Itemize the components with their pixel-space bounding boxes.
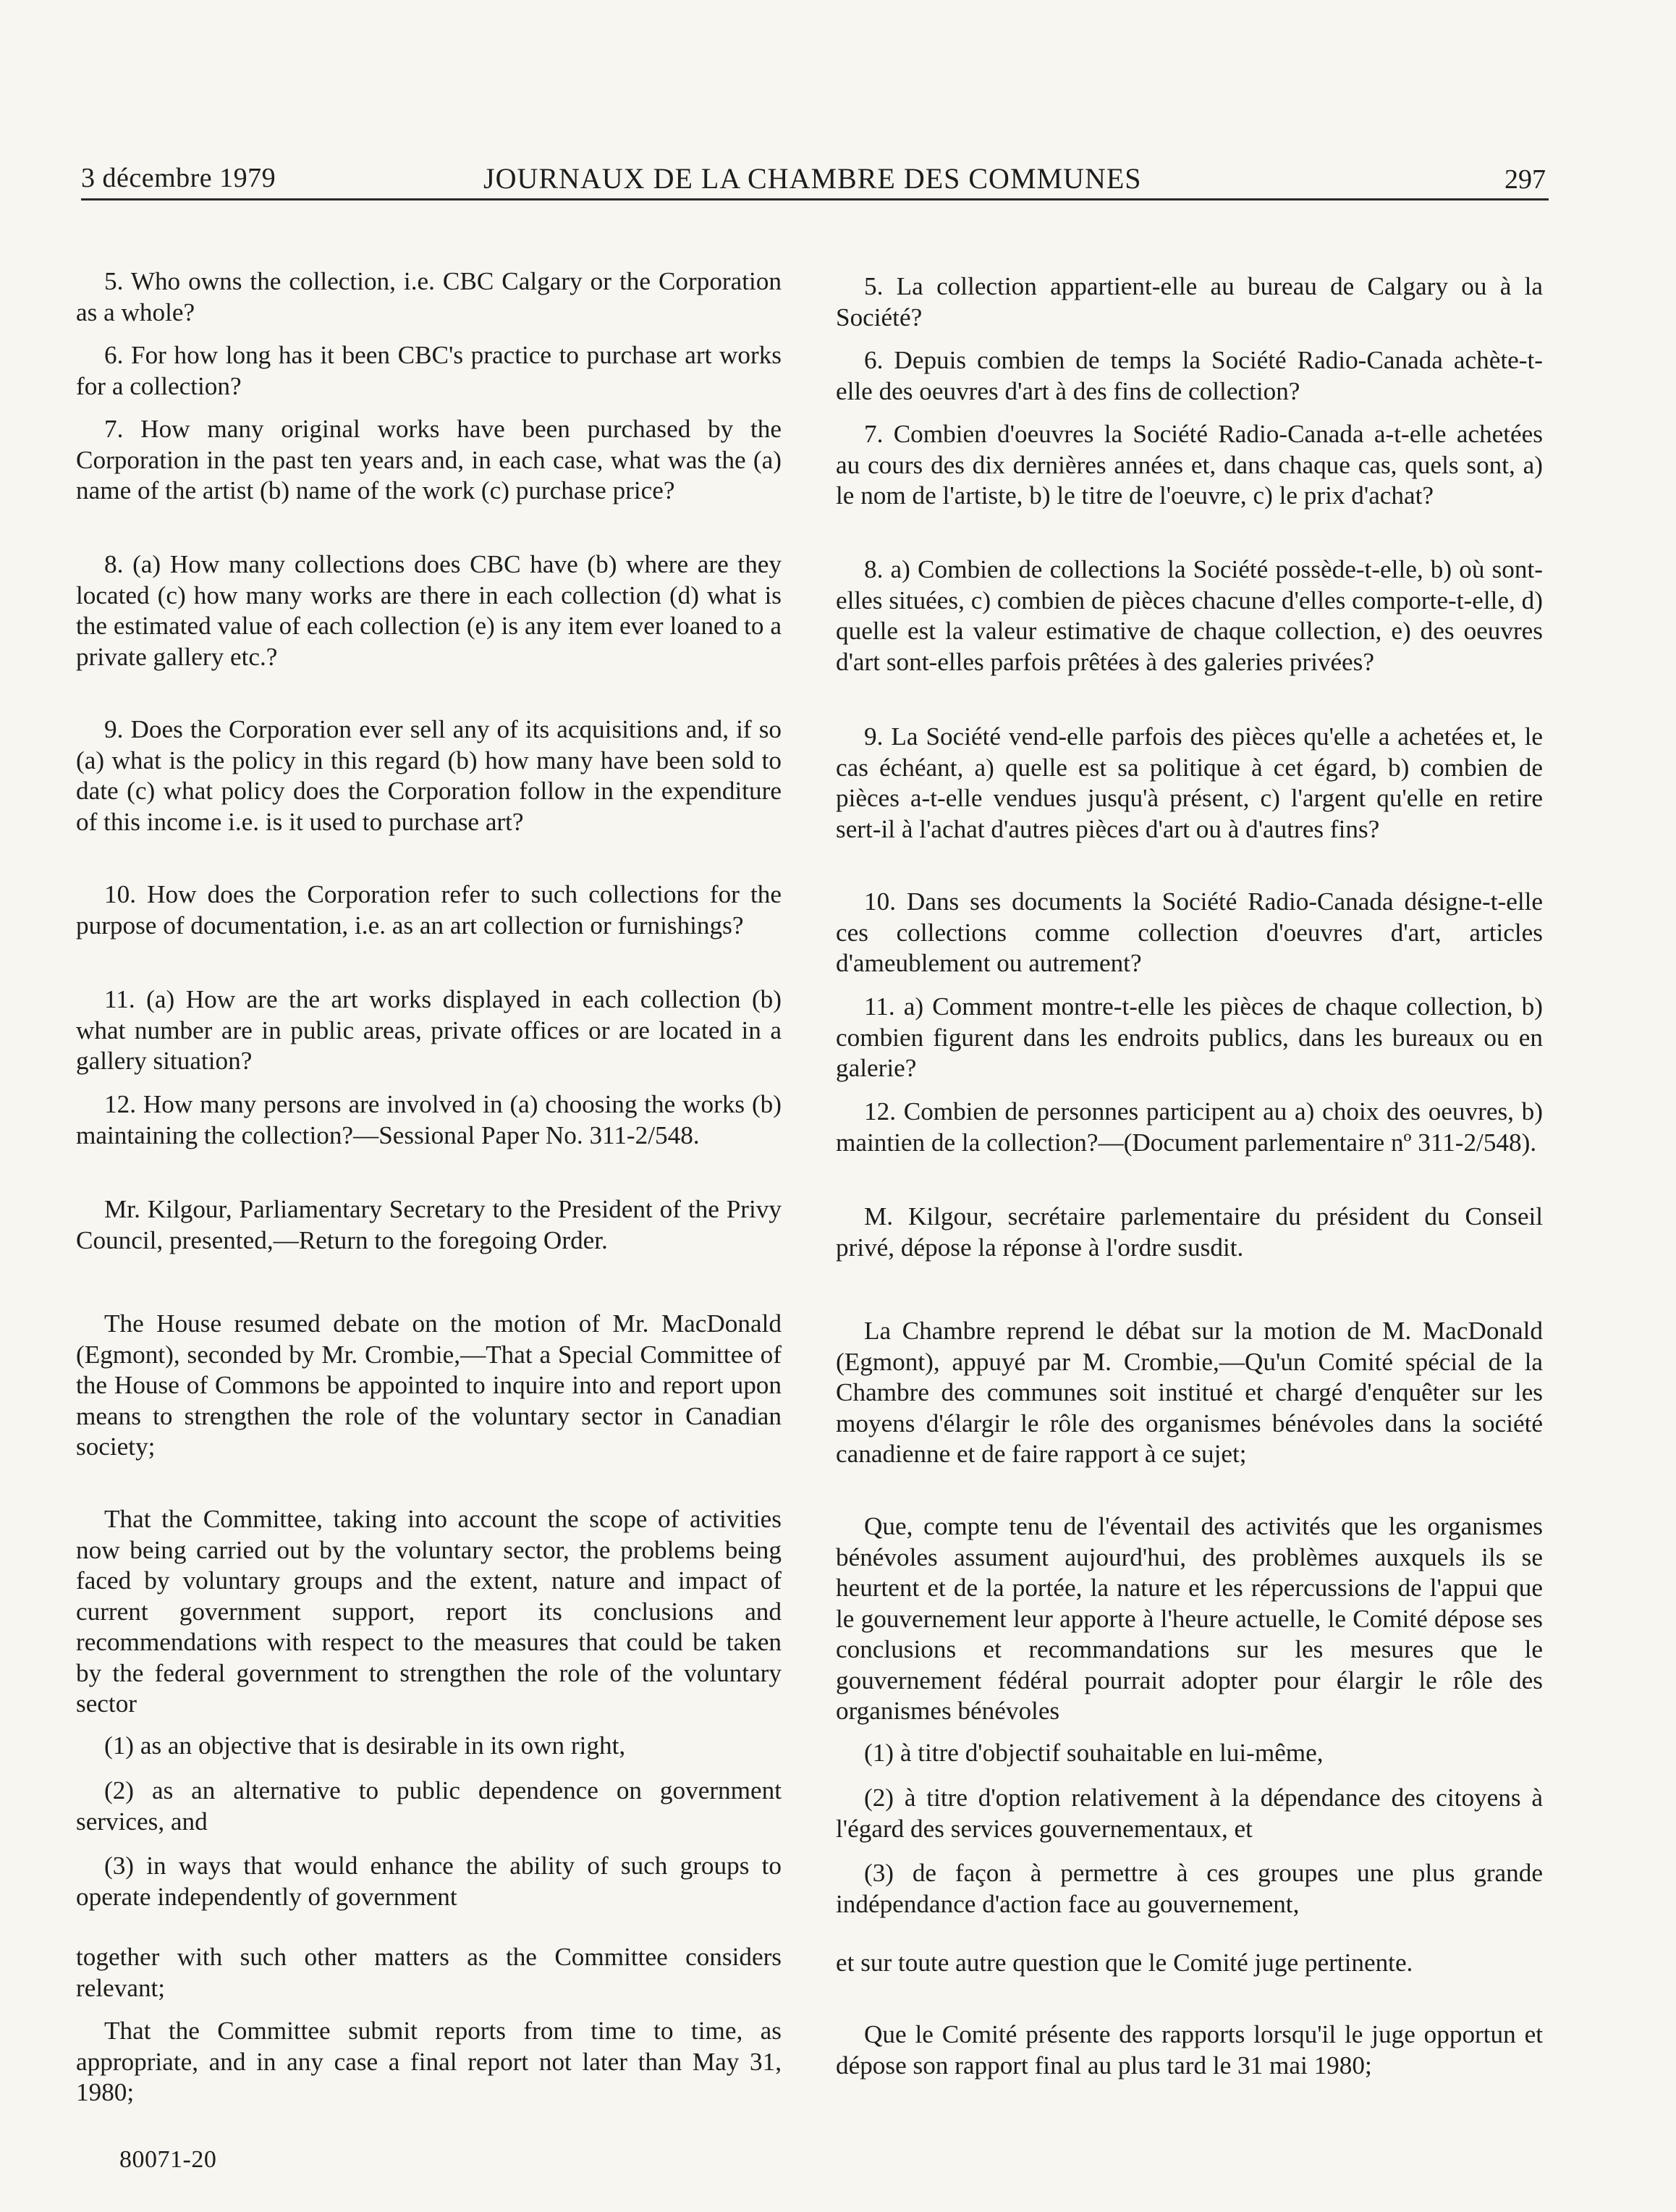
french-paragraph: 9. La Société vend-elle parfois des pièces qu'elle a achetées et, le cas échéant, a) quelle est sa politique à cet égard, b) combien de pièces a-t-elle vendues jusqu'à présent, c) l'argent qu'elle en retire sert-il à l'achat d'autres pièces d'art ou à d'autres fins? xyxy=(836,722,1543,843)
english-paragraph: Mr. Kilgour, Parliamentary Secretary to the President of the Privy Council, presented,—Return to the foregoing Order. xyxy=(76,1195,782,1254)
english-paragraph: 6. For how long has it been CBC's practice to purchase art works for a collection? xyxy=(76,341,782,400)
footer-code: 80071-20 xyxy=(119,2146,217,2173)
english-paragraph: 12. How many persons are involved in (a) choosing the works (b) maintaining the collection?—Sessional Paper No. 311-2/548. xyxy=(76,1090,782,1149)
french-paragraph: Que le Comité présente des rapports lorsqu'il le juge opportun et dépose son rapport final au plus tard le 31 mai 1980; xyxy=(836,2020,1543,2080)
english-paragraph: 8. (a) How many collections does CBC have (b) where are they located (c) how many works are there in each collection (d) what is the estimated value of each collection (e) is any item ever loaned to a private gallery etc.? xyxy=(76,550,782,671)
english-paragraph: (3) in ways that would enhance the ability of such groups to operate independently of government xyxy=(76,1852,782,1911)
english-paragraph: 10. How does the Corporation refer to such collections for the purpose of documentation, i.e. as an art collection or furnishings? xyxy=(76,880,782,940)
english-paragraph: 7. How many original works have been purchased by the Corporation in the past ten years and, in each case, what was the (a) name of the artist (b) name of the work (c) purchase price? xyxy=(76,415,782,505)
english-paragraph: 5. Who owns the collection, i.e. CBC Calgary or the Corporation as a whole? xyxy=(76,267,782,326)
french-paragraph: 6. Depuis combien de temps la Société Radio-Canada achète-t-elle des oeuvres d'art à des fins de collection? xyxy=(836,346,1543,405)
english-paragraph: The House resumed debate on the motion of Mr. MacDonald (Egmont), seconded by Mr. Crombie,—That a Special Committee of the House of Commons be appointed to inquire into and report upon means to strengthen the role of the voluntary sector in Canadian society; xyxy=(76,1309,782,1461)
english-paragraph: That the Committee, taking into account the scope of activities now being carried out by the voluntary sector, the problems being faced by voluntary groups and the extent, nature and impact of current government support, report its conclusions and recommendations with respect to the measures that could be taken by the federal government to strengthen the role of the voluntary sector xyxy=(76,1505,782,1718)
french-paragraph: 11. a) Comment montre-t-elle les pièces de chaque collection, b) combien figurent dans les endroits publics, dans les bureaux ou en galerie? xyxy=(836,992,1543,1082)
english-paragraph: That the Committee submit reports from time to time, as appropriate, and in any case a final report not later than May 31, 1980; xyxy=(76,2017,782,2106)
header-date: 3 décembre 1979 xyxy=(81,163,276,193)
french-paragraph: Que, compte tenu de l'éventail des activités que les organismes bénévoles assument aujourd'hui, des problèmes auxquels ils se heurtent et de la portée, la nature et les répercussions de l'appui que le gouvernement leur apporte à l'heure actuelle, le Comité dépose ses conclusions et recommandations sur les mesures que le gouvernement fédéral pourrait adopter pour élargir le rôle des organismes bénévoles xyxy=(836,1512,1543,1725)
french-paragraph: La Chambre reprend le débat sur la motion de M. MacDonald (Egmont), appuyé par M. Crombie,—Qu'un Comité spécial de la Chambre des communes soit institué et chargé d'enquêter sur les moyens d'élargir le rôle des organismes bénévoles dans la société canadienne et de faire rapport à ce sujet; xyxy=(836,1317,1543,1468)
english-paragraph: 9. Does the Corporation ever sell any of its acquisitions and, if so (a) what is the policy in this regard (b) how many have been sold to date (c) what policy does the Corporation follow in the expenditure of this income i.e. is it used to purchase art? xyxy=(76,715,782,836)
french-paragraph: M. Kilgour, secrétaire parlementaire du président du Conseil privé, dépose la réponse à l'ordre susdit. xyxy=(836,1202,1543,1262)
french-paragraph: 10. Dans ses documents la Société Radio-Canada désigne-t-elle ces collections comme collection d'oeuvres d'art, articles d'ameublement ou autrement? xyxy=(836,887,1543,977)
french-paragraph: (3) de façon à permettre à ces groupes une plus grande indépendance d'action face au gouvernement, xyxy=(836,1859,1543,1918)
french-paragraph: (2) à titre d'option relativement à la dépendance des citoyens à l'égard des services gouvernementaux, et xyxy=(836,1783,1543,1843)
page-number: 297 xyxy=(1504,164,1546,195)
page-header xyxy=(81,161,1549,200)
french-paragraph: 8. a) Combien de collections la Société possède-t-elle, b) où sont-elles situées, c) combien de pièces chacune d'elles comporte-t-elle, d) quelle est la valeur estimative de chaque collection, e) des oeuvres d'art sont-elles parfois prêtées à des galeries privées? xyxy=(836,555,1543,676)
french-paragraph: 12. Combien de personnes participent au a) choix des oeuvres, b) maintien de la collection?—(Document parlementaire nº 311-2/548). xyxy=(836,1097,1543,1157)
english-paragraph: (1) as an objective that is desirable in its own right, xyxy=(104,1731,626,1760)
french-paragraph: et sur toute autre question que le Comité juge pertinente. xyxy=(836,1949,1413,1977)
french-paragraph: 7. Combien d'oeuvres la Société Radio-Canada a-t-elle achetées au cours des dix dernières années et, dans chaque cas, quels sont, a) le nom de l'artiste, b) le titre de l'oeuvre, c) le prix d'achat? xyxy=(836,420,1543,510)
journal-title: JOURNAUX DE LA CHAMBRE DES COMMUNES xyxy=(483,162,1142,195)
french-paragraph: (1) à titre d'objectif souhaitable en lui-même, xyxy=(864,1739,1324,1767)
english-paragraph: together with such other matters as the Committee considers relevant; xyxy=(76,1943,782,2002)
english-paragraph: 11. (a) How are the art works displayed in each collection (b) what number are in public areas, private offices or are located in a gallery situation? xyxy=(76,985,782,1075)
french-paragraph: 5. La collection appartient-elle au bureau de Calgary ou à la Société? xyxy=(836,272,1543,332)
english-paragraph: (2) as an alternative to public dependence on government services, and xyxy=(76,1776,782,1836)
